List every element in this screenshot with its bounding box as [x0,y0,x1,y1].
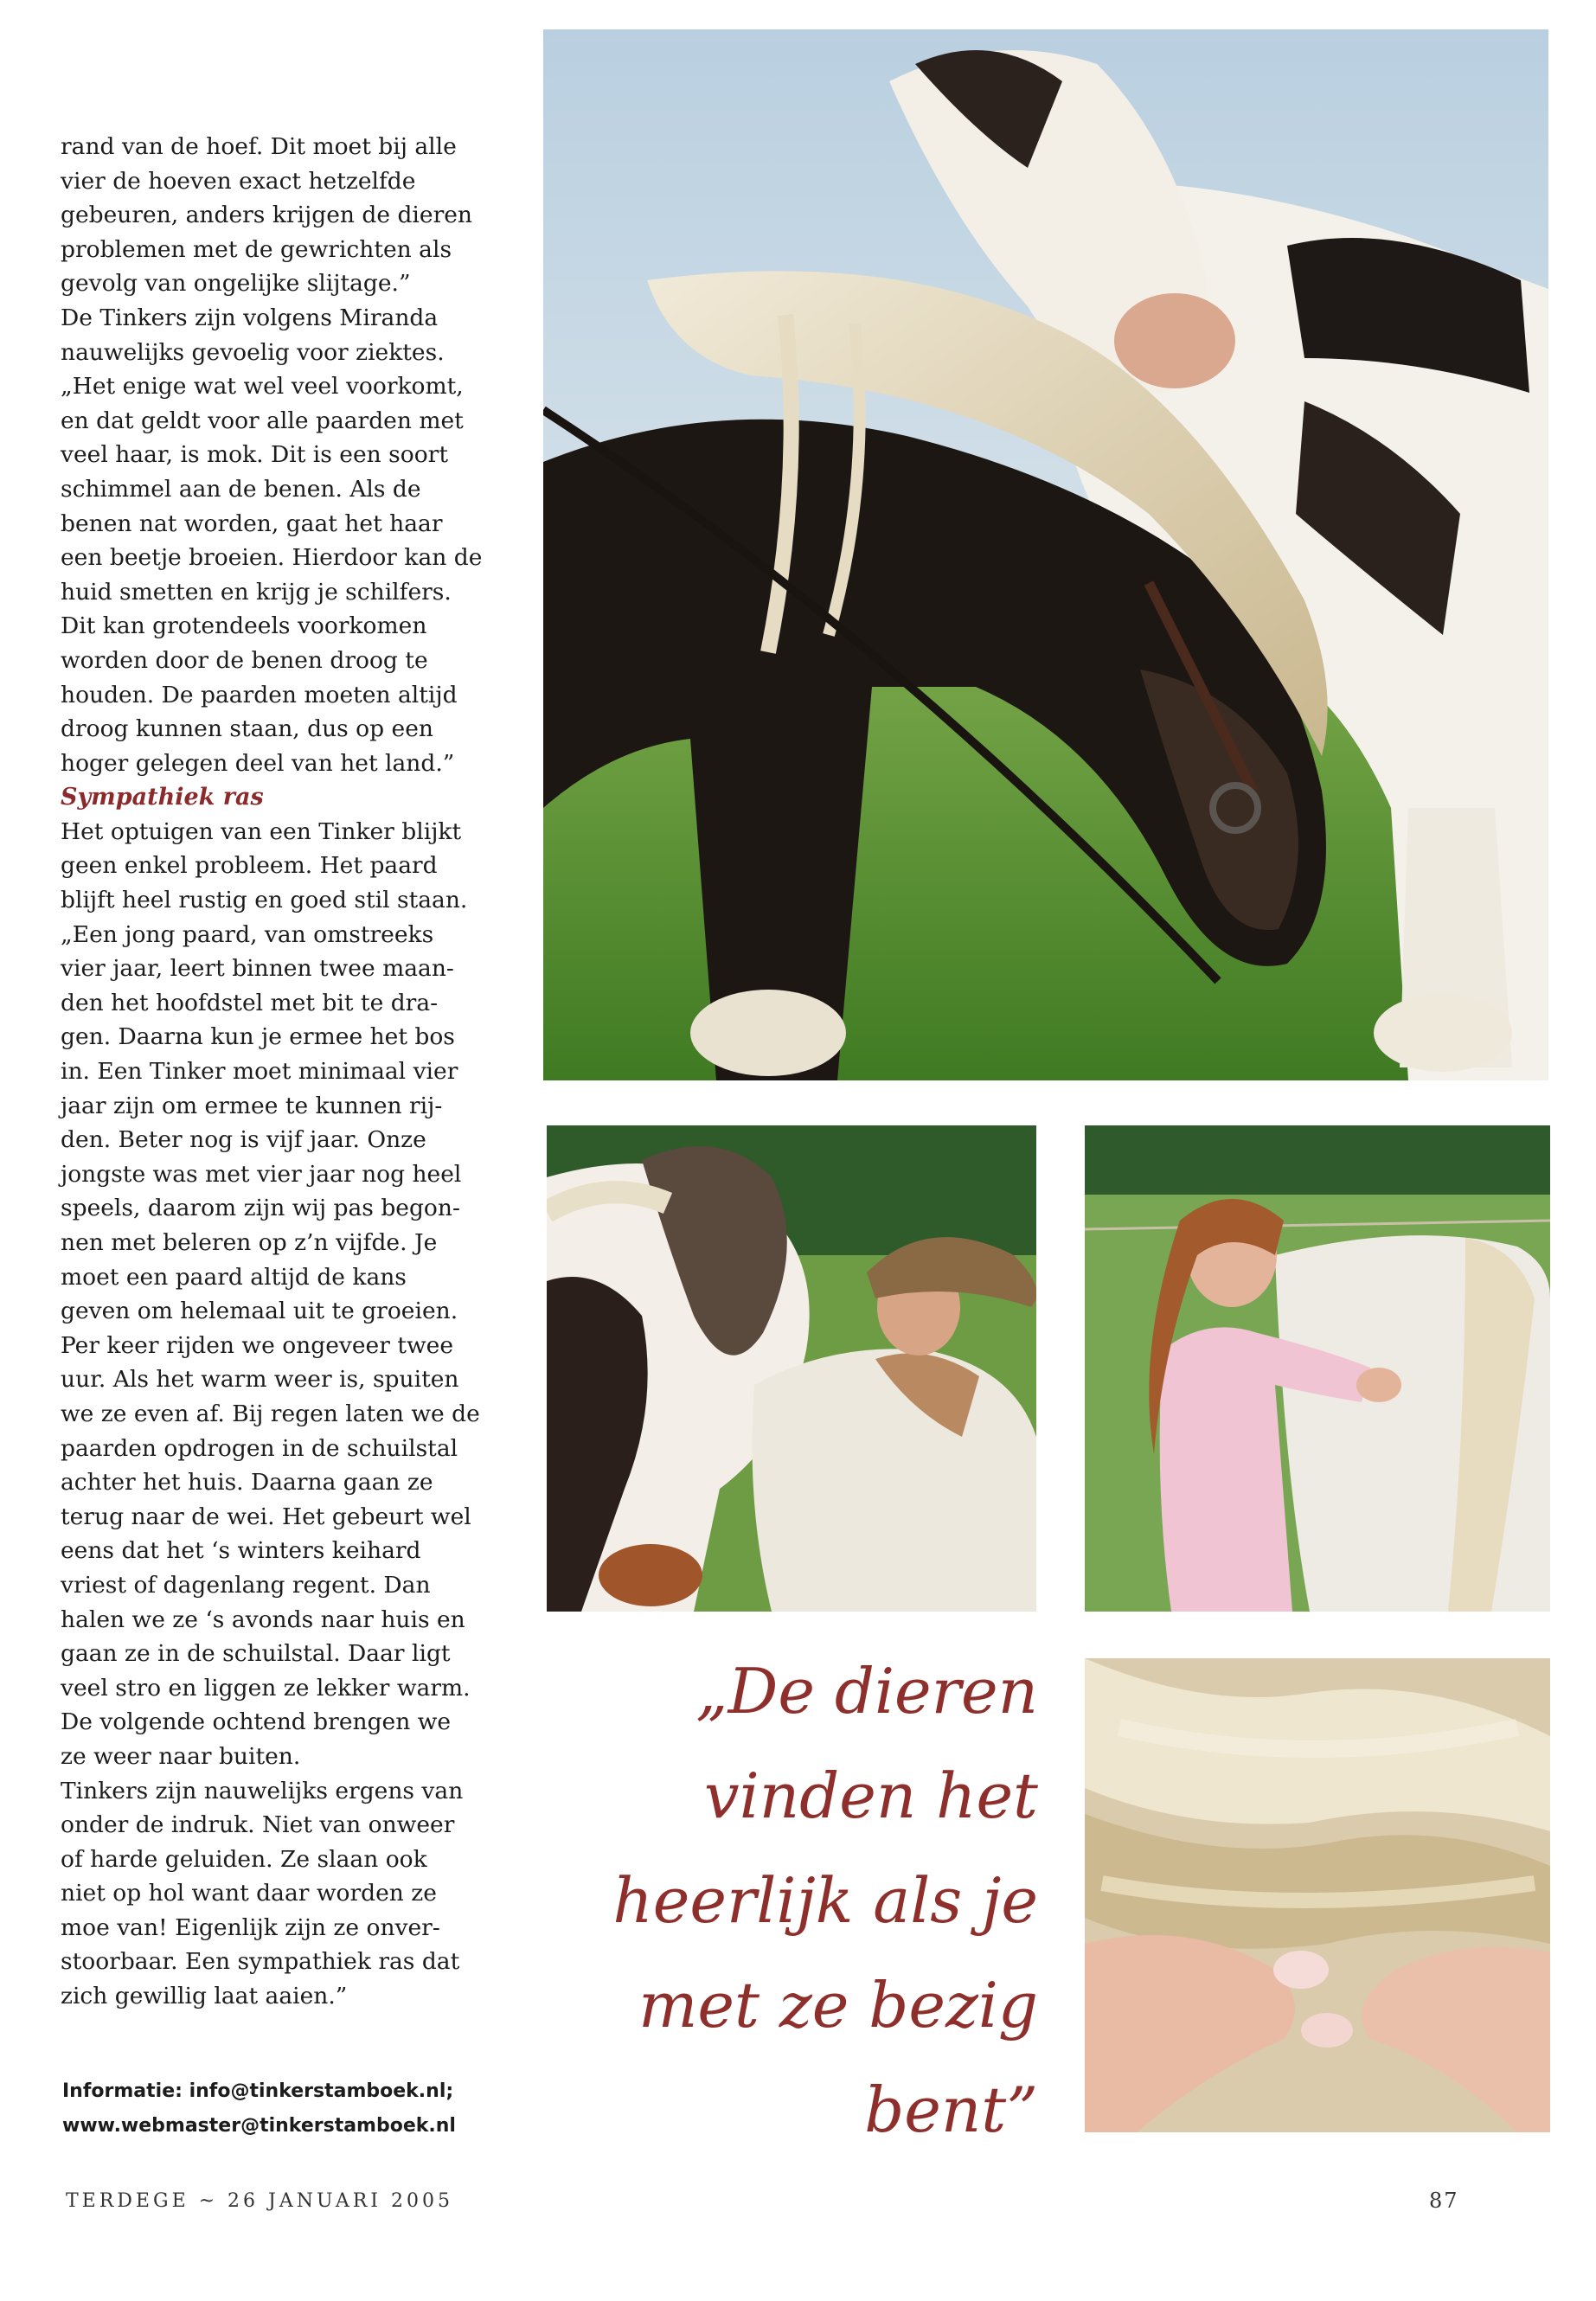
text-line: een beetje broeien. Hierdoor kan de [61,544,483,572]
text-line: veel haar, is mok. Dit is een soort [61,441,448,469]
text-line: blijft heel rustig en goed stil staan. [61,887,468,914]
text-line: „Een jong paard, van omstreeks [61,920,434,948]
text-line: nen met beleren op z’n vijfde. Je [61,1229,438,1256]
pull-quote-line: heerlijk als je [612,1864,1038,1937]
text-line: eens dat het ‘s winters keihard [61,1537,421,1565]
text-line: Tinkers zijn nauwelijks ergens van [61,1777,464,1804]
text-line: vier de hoeven exact hetzelfde [61,167,416,195]
text-line: gen. Daarna kun je ermee het bos [61,1023,455,1051]
text-line: geen enkel probleem. Het paard [61,852,438,880]
text-line: moe van! Eigenlijk zijn ze onver- [61,1913,440,1941]
pull-quote [562,1639,1038,2163]
article-paragraph-1 [61,130,510,780]
text-line: vriest of dagenlang regent. Dan [61,1571,431,1599]
text-line: droog kunnen staan, dus op een [61,715,433,743]
text-line: Per keer rijden we ongeveer twee [61,1331,454,1359]
text-line: „Het enige wat wel veel voorkomt, [61,373,464,401]
text-line: in. Een Tinker moet minimaal vier [61,1058,458,1086]
subheading: Sympathiek ras [61,784,264,811]
pull-quote-line: bent” [864,2073,1038,2146]
info-line-website: www.webmaster@tinkerstamboek.nl [62,2115,456,2137]
text-line: jongste was met vier jaar nog heel [61,1160,462,1188]
text-line: achter het huis. Daarna gaan ze [61,1469,433,1497]
text-line: of harde geluiden. Ze slaan ook [61,1845,427,1873]
text-line: De volgende ochtend brengen we [61,1708,452,1736]
text-line: halen we ze ‘s avonds naar huis en [61,1606,465,1633]
text-line: schimmel aan de benen. Als de [61,475,421,503]
text-line: gaan ze in de schuilstal. Daar ligt [61,1640,451,1668]
text-line: De Tinkers zijn volgens Miranda [61,304,439,331]
text-line: Dit kan grotendeels voorkomen [61,612,427,640]
photo-braid-closeup [1085,1658,1550,2132]
text-line: onder de indruk. Niet van onweer [61,1811,455,1839]
photo-woman-with-horse [1085,1125,1550,1612]
text-line: vier jaar, leert binnen twee maan- [61,955,454,983]
text-line: den het hoofdstel met bit te dra- [61,989,439,1016]
text-line: terug naar de wei. Het gebeurt wel [61,1503,471,1530]
text-line: houden. De paarden moeten altijd [61,681,458,708]
text-line: den. Beter nog is vijf jaar. Onze [61,1126,426,1154]
text-line: moet een paard altijd de kans [61,1263,407,1291]
page-number: 87 [1429,2189,1459,2213]
article-paragraph-2 [61,815,510,2014]
text-line: speels, daarom zijn wij pas begon- [61,1195,460,1222]
footer-publication: TERDEGE ~ 26 JANUARI 2005 [66,2190,453,2212]
text-line: niet op hol want daar worden ze [61,1880,437,1907]
text-line: jaar zijn om ermee te kunnen rij- [61,1092,443,1119]
text-line: gebeuren, anders krijgen de dieren [61,202,472,229]
text-line: en dat geldt voor alle paarden met [61,407,464,434]
text-line: stoorbaar. Een sympathiek ras dat [61,1948,460,1976]
text-line: huid smetten en krijg je schilfers. [61,578,452,606]
pull-quote-line: met ze bezig [638,1969,1038,2041]
text-line: problemen met de gewrichten als [61,235,452,263]
text-line: worden door de benen droog te [61,646,428,674]
text-line: veel stro en liggen ze lekker warm. [61,1674,471,1702]
text-line: hoger gelegen deel van het land.” [61,749,455,777]
text-line: Het optuigen van een Tinker blijkt [61,817,462,845]
text-line: gevolg van ongelijke slijtage.” [61,270,411,298]
text-line: geven om helemaal uit te groeien. [61,1298,458,1325]
text-line: uur. Als het warm weer is, spuiten [61,1366,459,1394]
text-line: nauwelijks gevoelig voor ziektes. [61,338,445,366]
photo-horses-grazing [543,29,1548,1080]
text-line: rand van de hoef. Dit moet bij alle [61,133,457,160]
text-line: ze weer naar buiten. [61,1742,301,1770]
text-line: paarden opdrogen in de schuilstal [61,1434,458,1462]
photo-man-with-horse [547,1125,1036,1612]
text-line: we ze even af. Bij regen laten we de [61,1400,480,1427]
article-column [61,130,510,2014]
pull-quote-line: „De dieren [695,1655,1038,1727]
pull-quote-line: vinden het [704,1759,1038,1832]
info-block [62,2074,547,2144]
text-line: zich gewillig laat aaien.” [61,1983,348,2010]
text-line: benen nat worden, gaat het haar [61,510,443,537]
info-line-email: Informatie: info@tinkerstamboek.nl; [62,2080,454,2102]
